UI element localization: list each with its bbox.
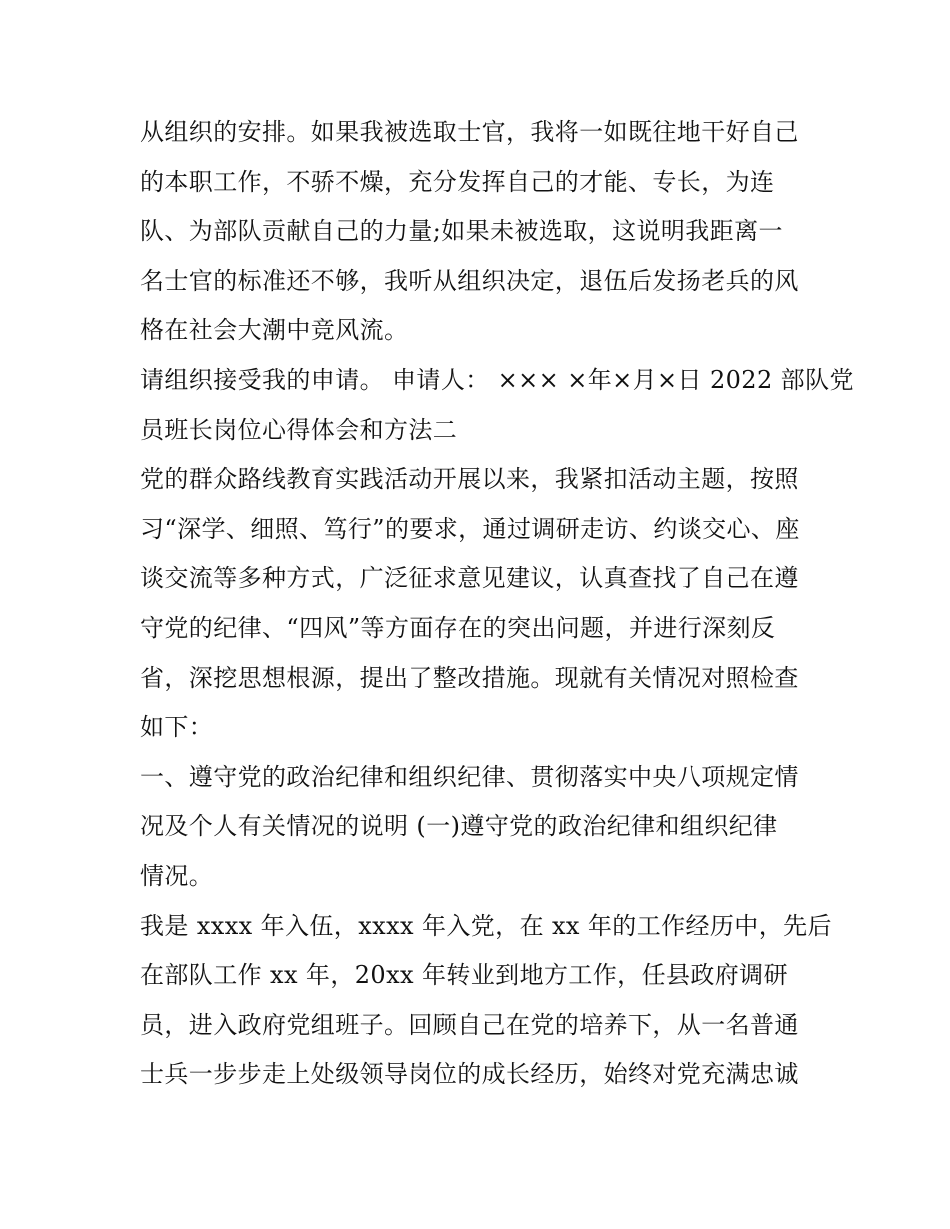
text-line: 况及个人有关情况的说明 (一)遵守党的政治纪律和组织纪律: [140, 812, 778, 841]
text-line: 从组织的安排。如果我被选取士官，我将一如既往地干好自己: [140, 118, 799, 146]
text-line: 的本职工作，不骄不燥，充分发挥自己的才能、专长，为连: [140, 167, 775, 196]
text-line: 我是 xxxx 年入伍，xxxx 年入党，在 xx 年的工作经历中，先后: [140, 911, 832, 940]
text-line: 名士官的标准还不够，我听从组织决定，退伍后发扬老兵的风: [140, 266, 799, 295]
text-line: 谈交流等多种方式，广泛征求意见建议，认真查找了自己在遵: [140, 564, 799, 593]
text-line: 守党的纪律、“四风”等方面存在的突出问题，并进行深刻反: [140, 613, 776, 642]
text-line: 格在社会大潮中竞风流。: [140, 316, 409, 345]
text-line: 党的群众路线教育实践活动开展以来，我紧扣活动主题，按照: [140, 465, 799, 494]
text-line: 如下：: [140, 713, 214, 742]
text-line: 士兵一步步走上处级领导岗位的成长经历，始终对党充满忠诚: [140, 1060, 799, 1089]
text-line: 省，深挖思想根源，提出了整改措施。现就有关情况对照检查: [140, 663, 799, 692]
body-text: [140, 108, 854, 1100]
text-line: 情况。: [140, 861, 214, 890]
text-line: 在部队工作 xx 年，20xx 年转业到地方工作，任县政府调研: [140, 961, 788, 990]
text-line: 一、遵守党的政治纪律和组织纪律、贯彻落实中央八项规定情: [140, 762, 799, 791]
text-line: 员，进入政府党组班子。回顾自己在党的培养下，从一名普通: [140, 1010, 799, 1039]
text-line: 请组织接受我的申请。 申请人： ××× ×年×月×日 2022 部队党: [140, 365, 854, 394]
text-line: 习“深学、细照、笃行”的要求，通过调研走访、约谈交心、座: [140, 514, 800, 543]
text-line: 员班长岗位心得体会和方法二: [140, 415, 458, 444]
text-line: 队、为部队贡献自己的力量;如果未被选取，这说明我距离一: [140, 217, 783, 246]
